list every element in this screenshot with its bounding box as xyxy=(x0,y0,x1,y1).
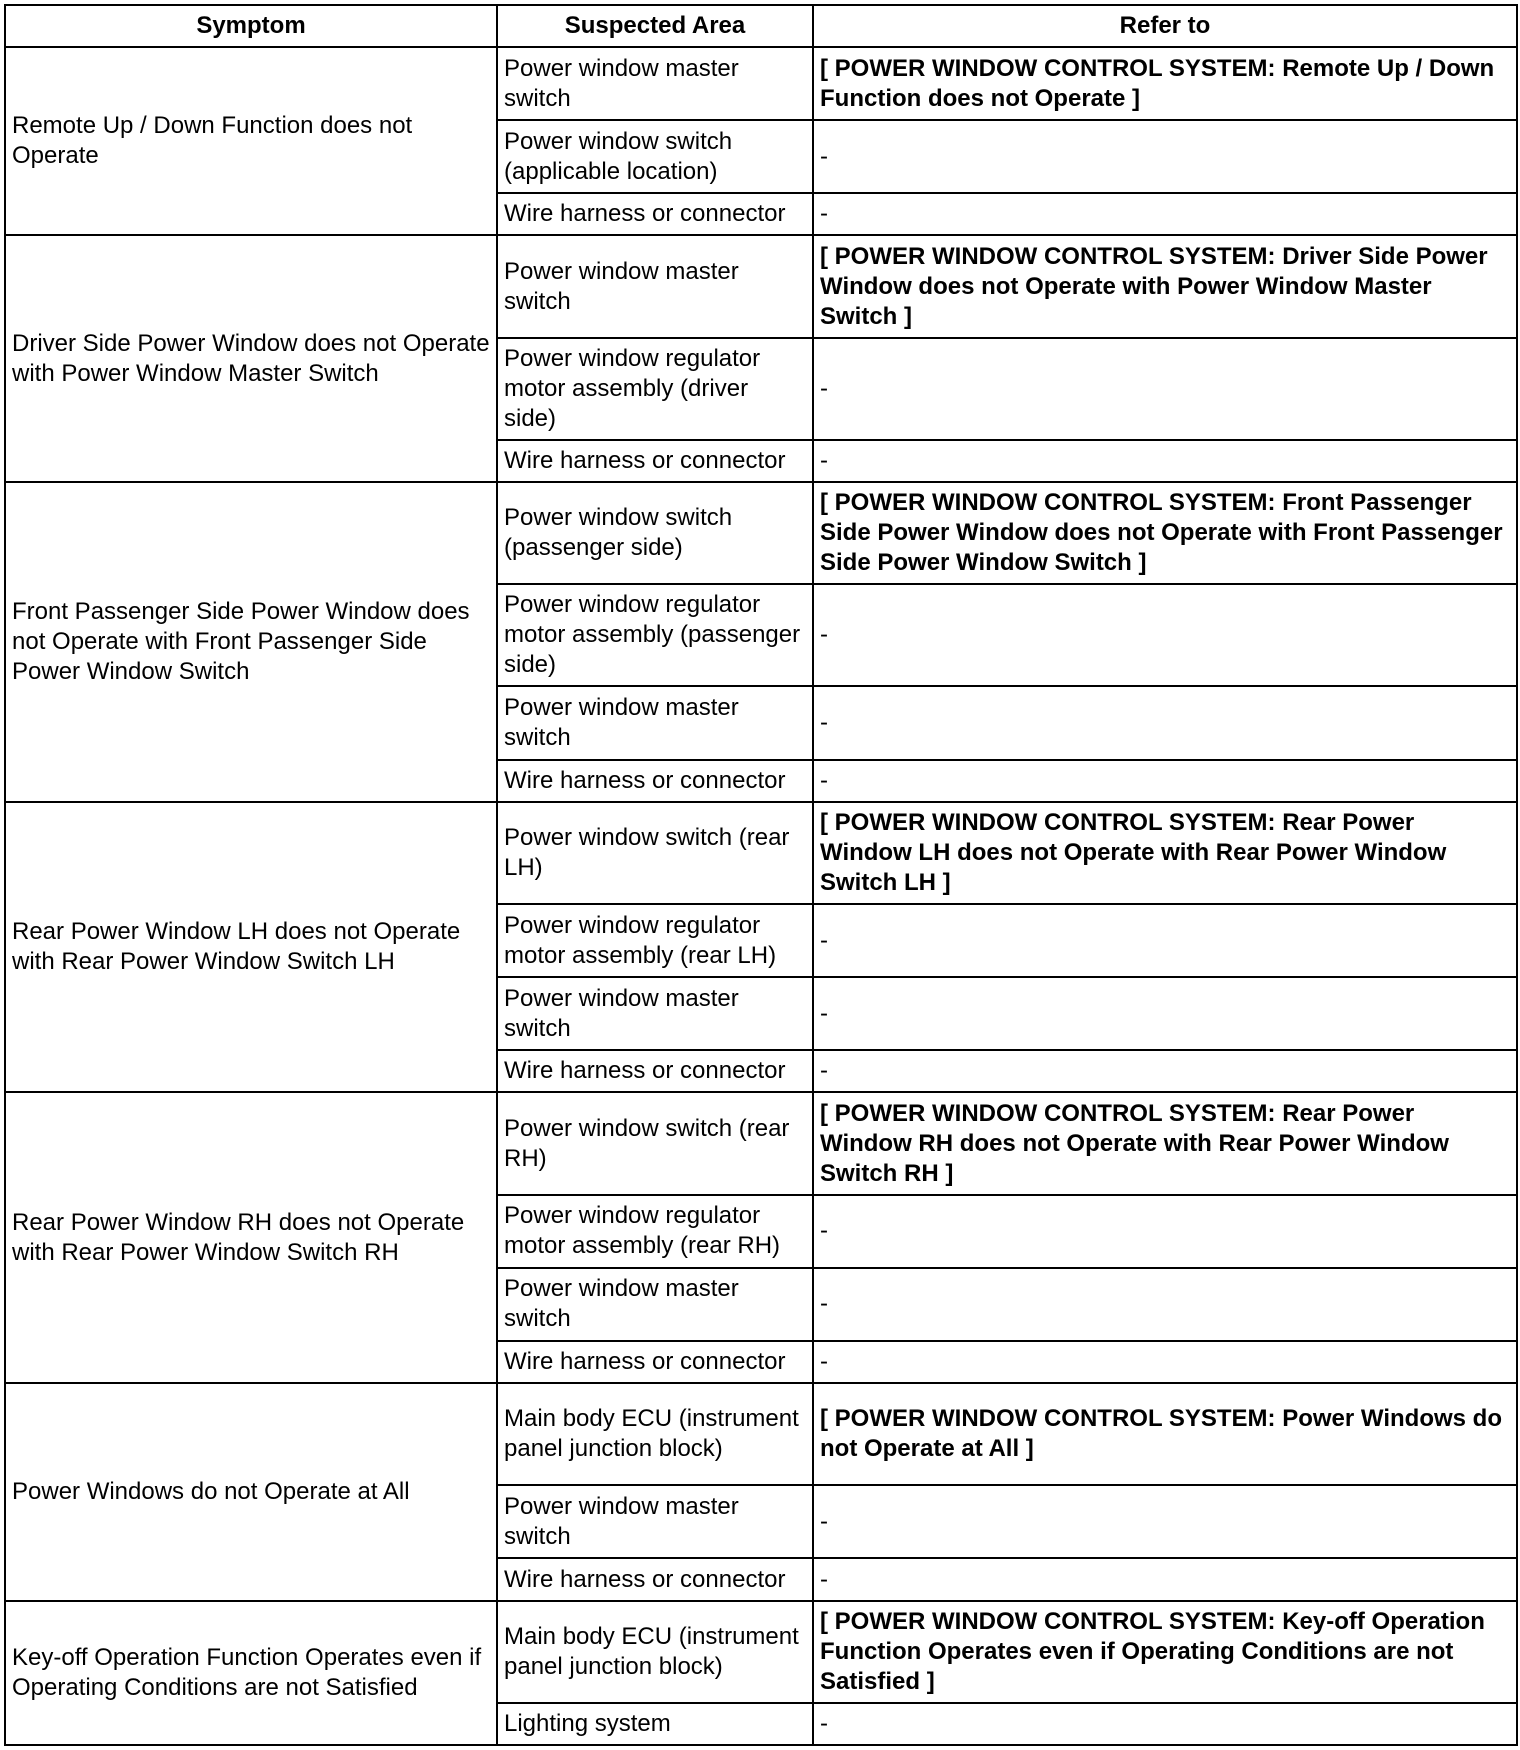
suspected-area-cell: Wire harness or connector xyxy=(497,1341,813,1383)
header-suspected-area: Suspected Area xyxy=(497,5,813,47)
table-body xyxy=(5,47,1517,1745)
refer-to-cell: - xyxy=(813,1558,1517,1600)
symptom-cell: Driver Side Power Window does not Operate with Power Window Master Switch xyxy=(5,235,497,482)
suspected-area-cell: Power window master switch xyxy=(497,235,813,337)
refer-to-link[interactable]: [ POWER WINDOW CONTROL SYSTEM: Driver Side Power Window does not Operate with Power Window Master Switch ] xyxy=(813,235,1517,337)
refer-to-link[interactable]: [ POWER WINDOW CONTROL SYSTEM: Front Passenger Side Power Window does not Operate with Front Passenger Side Power Window Switch ] xyxy=(813,482,1517,584)
suspected-area-cell: Power window regulator motor assembly (passenger side) xyxy=(497,584,813,686)
refer-to-link[interactable]: [ POWER WINDOW CONTROL SYSTEM: Power Windows do not Operate at All ] xyxy=(813,1383,1517,1485)
symptom-cell: Front Passenger Side Power Window does not Operate with Front Passenger Side Power Window Switch xyxy=(5,482,497,802)
symptom-cell: Rear Power Window RH does not Operate with Rear Power Window Switch RH xyxy=(5,1092,497,1383)
table-row xyxy=(5,802,1517,904)
header-symptom: Symptom xyxy=(5,5,497,47)
refer-to-cell: - xyxy=(813,1050,1517,1092)
suspected-area-cell: Wire harness or connector xyxy=(497,1558,813,1600)
suspected-area-cell: Wire harness or connector xyxy=(497,440,813,482)
suspected-area-cell: Power window switch (rear LH) xyxy=(497,802,813,904)
suspected-area-cell: Power window regulator motor assembly (driver side) xyxy=(497,338,813,440)
suspected-area-cell: Lighting system xyxy=(497,1703,813,1745)
table-row xyxy=(5,1092,1517,1194)
suspected-area-cell: Wire harness or connector xyxy=(497,760,813,802)
refer-to-cell: - xyxy=(813,193,1517,235)
symptom-cell: Power Windows do not Operate at All xyxy=(5,1383,497,1601)
refer-to-cell: - xyxy=(813,1703,1517,1745)
refer-to-cell: - xyxy=(813,120,1517,193)
header-refer-to: Refer to xyxy=(813,5,1517,47)
refer-to-link[interactable]: [ POWER WINDOW CONTROL SYSTEM: Remote Up / Down Function does not Operate ] xyxy=(813,47,1517,120)
suspected-area-cell: Power window master switch xyxy=(497,1268,813,1341)
refer-to-cell: - xyxy=(813,338,1517,440)
refer-to-cell: - xyxy=(813,904,1517,977)
refer-to-link[interactable]: [ POWER WINDOW CONTROL SYSTEM: Rear Power Window RH does not Operate with Rear Power Window Switch RH ] xyxy=(813,1092,1517,1194)
symptom-cell: Remote Up / Down Function does not Operate xyxy=(5,47,497,235)
refer-to-cell: - xyxy=(813,977,1517,1050)
refer-to-cell: - xyxy=(813,1195,1517,1268)
refer-to-cell: - xyxy=(813,440,1517,482)
suspected-area-cell: Power window regulator motor assembly (rear LH) xyxy=(497,904,813,977)
suspected-area-cell: Power window master switch xyxy=(497,686,813,759)
refer-to-cell: - xyxy=(813,1485,1517,1558)
symptom-cell: Key-off Operation Function Operates even if Operating Conditions are not Satisfied xyxy=(5,1601,497,1745)
troubleshooting-table xyxy=(4,4,1518,1746)
suspected-area-cell: Wire harness or connector xyxy=(497,1050,813,1092)
suspected-area-cell: Power window switch (applicable location) xyxy=(497,120,813,193)
refer-to-cell: - xyxy=(813,686,1517,759)
refer-to-cell: - xyxy=(813,584,1517,686)
refer-to-cell: - xyxy=(813,1268,1517,1341)
symptom-cell: Rear Power Window LH does not Operate with Rear Power Window Switch LH xyxy=(5,802,497,1093)
refer-to-cell: - xyxy=(813,1341,1517,1383)
suspected-area-cell: Power window switch (passenger side) xyxy=(497,482,813,584)
refer-to-cell: - xyxy=(813,760,1517,802)
suspected-area-cell: Power window master switch xyxy=(497,1485,813,1558)
suspected-area-cell: Power window master switch xyxy=(497,977,813,1050)
refer-to-link[interactable]: [ POWER WINDOW CONTROL SYSTEM: Key-off Operation Function Operates even if Operating Conditions are not Satisfied ] xyxy=(813,1601,1517,1703)
suspected-area-cell: Power window master switch xyxy=(497,47,813,120)
table-row xyxy=(5,235,1517,337)
header-row xyxy=(5,5,1517,47)
suspected-area-cell: Main body ECU (instrument panel junction block) xyxy=(497,1601,813,1703)
table-row xyxy=(5,47,1517,120)
suspected-area-cell: Power window switch (rear RH) xyxy=(497,1092,813,1194)
table-row xyxy=(5,482,1517,584)
suspected-area-cell: Wire harness or connector xyxy=(497,193,813,235)
refer-to-link[interactable]: [ POWER WINDOW CONTROL SYSTEM: Rear Power Window LH does not Operate with Rear Power Window Switch LH ] xyxy=(813,802,1517,904)
suspected-area-cell: Main body ECU (instrument panel junction block) xyxy=(497,1383,813,1485)
suspected-area-cell: Power window regulator motor assembly (rear RH) xyxy=(497,1195,813,1268)
table-row xyxy=(5,1383,1517,1485)
table-row xyxy=(5,1601,1517,1703)
